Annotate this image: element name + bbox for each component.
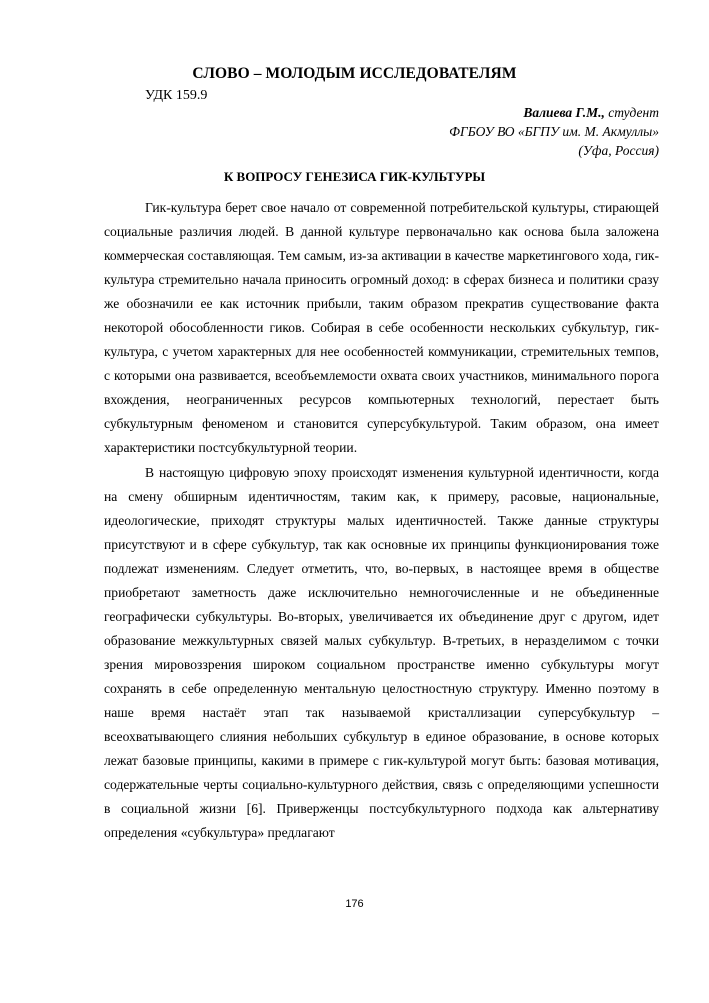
page-number: 176 — [345, 898, 364, 910]
body-paragraph: В настоящую цифровую эпоху происходят изменения культурной идентичности, когда на смену обширным идентичностям, таким как, к примеру, расовые, национальные, идеологические, приходят структуры малых идентичностей. Также данные структуры присутствуют и в сфере субкультур, так как основные их принципы функционирования тоже подлежат изменениям. Следует отметить, что, во-первых, в настоящее время в обществе приобретают заметность даже исключительно немногочисленные и не объединенные географически субкультуры. Во-вторых, увеличивается их объединение друг с другом, идет образование межкультурных связей малых субкультур. В-третьих, в неразделимом с точки зрения мировоззрения широком социальном пространстве именно субкультуры могут сохранять в себе определенную ментальную целостностную структуру. Именно поэтому в наше время настаёт этап так называемой кристаллизации суперсубкультур – всеохватывающего слияния небольших субкультур в единое образование, в основе которых лежат базовые принципы, какими в примере с гик-культурой могут быть: базовая мотивация, содержательные черты социально-культурного действия, связь с определяющими успешности в социальной жизни [6]. Приверженцы постсубкультурного подхода как альтернативу определения «субкультура» предлагают — [104, 464, 659, 841]
author-role: студент — [604, 105, 659, 120]
author-location: (Уфа, Россия) — [578, 143, 659, 158]
article-body — [104, 196, 659, 845]
author-block — [449, 103, 659, 160]
body-paragraph: Гик-культура берет свое начало от современной потребительской культуры, стирающей социальные различия людей. В данной культуре первоначально как основа была заложена коммерческая составляющая. Тем самым, из-за активации в качестве маркетингового хода, гик-культура стремительно начала приносить огромный доход: в сферах бизнеса и политики сразу же обозначили ее как источник прибыли, таким образом прекратив существование факта некоторой обособленности гиков. Собирая в себе особенности нескольких субкультур, гик-культура, с учетом характерных для нее особенностей коммуникации, стремительных темпов, с которыми она развивается, всеобъемлемости охвата своих участников, минимального порога вхождения, неограниченных ресурсов компьютерных технологий, перестает быть субкультурным феноменом и становится суперсубкультурой. Таким образом, она имеет характеристики постсубкультурной теории. — [104, 200, 659, 456]
udk-code: УДК 159.9 — [145, 88, 208, 103]
section-heading: СЛОВО – МОЛОДЫМ ИССЛЕДОВАТЕЛЯМ — [192, 65, 517, 82]
article-title: К ВОПРОСУ ГЕНЕЗИСА ГИК-КУЛЬТУРЫ — [223, 169, 486, 184]
author-line — [449, 103, 659, 122]
author-name: Валиева Г.М., — [523, 105, 605, 120]
author-affiliation: ФГБОУ ВО «БГПУ им. М. Акмуллы» — [449, 124, 659, 139]
